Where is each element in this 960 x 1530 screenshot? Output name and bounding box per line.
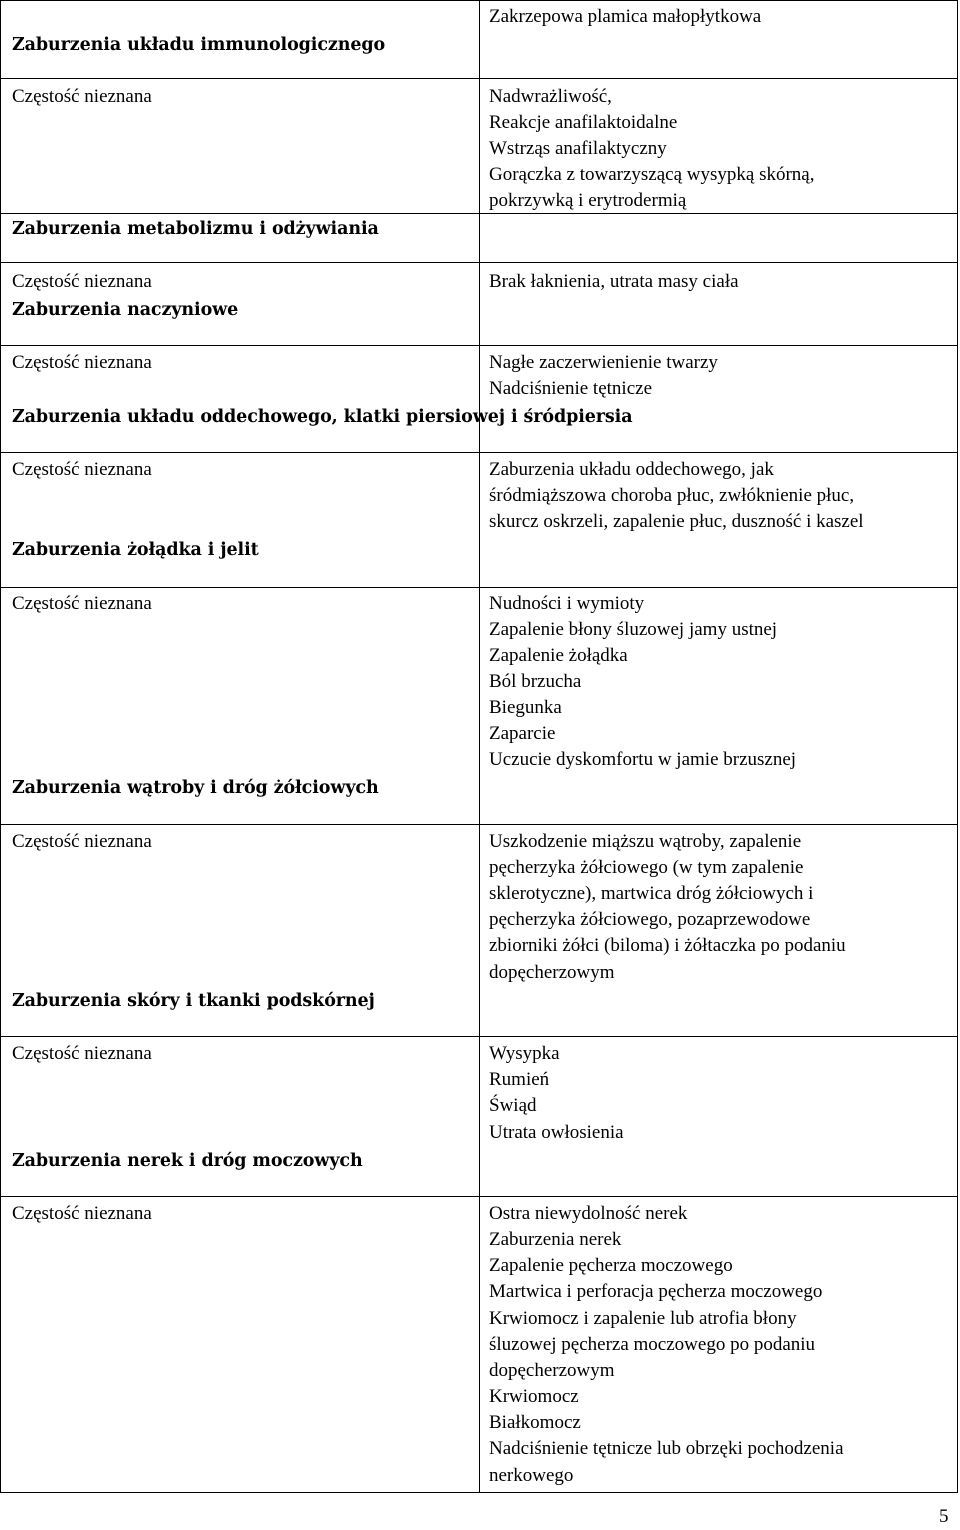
effect-line: pęcherzyka żółciowego, pozaprzewodowe xyxy=(489,909,811,930)
table-right-border xyxy=(957,0,958,1493)
frequency-label: Częstość nieznana xyxy=(12,271,152,292)
effect-line: Krwiomocz i zapalenie lub atrofia błony xyxy=(489,1308,797,1329)
effect-line: dopęcherzowym xyxy=(489,1360,615,1381)
row-separator xyxy=(0,78,958,79)
effect-line: Brak łaknienia, utrata masy ciała xyxy=(489,271,739,292)
effect-line: skurcz oskrzeli, zapalenie płuc, duszność i kaszel xyxy=(489,511,864,532)
effect-line: Krwiomocz xyxy=(489,1386,579,1407)
row-separator xyxy=(0,452,958,453)
effect-line: Nadciśnienie tętnicze xyxy=(489,378,653,399)
effect-line: Biegunka xyxy=(489,697,562,718)
column-divider xyxy=(479,0,480,1493)
effect-line: Uczucie dyskomfortu w jamie brzusznej xyxy=(489,749,797,770)
effect-line: Zapalenie żołądka xyxy=(489,645,628,666)
effect-line: nerkowego xyxy=(489,1465,574,1486)
table-bottom-border xyxy=(0,1492,958,1493)
effect-line: Zaburzenia nerek xyxy=(489,1229,622,1250)
effect-line: dopęcherzowym xyxy=(489,962,615,983)
effect-line: Uszkodzenie miąższu wątroby, zapalenie xyxy=(489,831,802,852)
section-title: Zaburzenia układu oddechowego, klatki piersiowej i śródpiersia xyxy=(12,407,633,427)
effect-line: Utrata owłosienia xyxy=(489,1122,624,1143)
effect-line: Wysypka xyxy=(489,1043,560,1064)
effect-line: Ostra niewydolność nerek xyxy=(489,1203,688,1224)
frequency-label: Częstość nieznana xyxy=(12,1203,152,1224)
row-separator xyxy=(0,262,958,263)
effect-line: Białkomocz xyxy=(489,1412,581,1433)
section-title: Zaburzenia wątroby i dróg żółciowych xyxy=(12,778,379,798)
frequency-label: Częstość nieznana xyxy=(12,831,152,852)
effect-line: pokrzywką i erytrodermią xyxy=(489,190,687,211)
table-top-border xyxy=(0,0,958,1)
page-number: 5 xyxy=(939,1506,949,1527)
frequency-label: Częstość nieznana xyxy=(12,459,152,480)
effect-line: Nagłe zaczerwienienie twarzy xyxy=(489,352,718,373)
effect-line: śródmiąższowa choroba płuc, zwłóknienie płuc, xyxy=(489,485,855,506)
effect-line: zbiorniki żółci (biloma) i żółtaczka po podaniu xyxy=(489,935,846,956)
row-separator xyxy=(0,213,958,214)
effect-line: pęcherzyka żółciowego (w tym zapalenie xyxy=(489,857,804,878)
effect-line: Zaburzenia układu oddechowego, jak xyxy=(489,459,774,480)
effect-line: Wstrząs anafilaktyczny xyxy=(489,138,667,159)
frequency-label: Częstość nieznana xyxy=(12,593,152,614)
effect-line: Gorączka z towarzyszącą wysypką skórną, xyxy=(489,164,815,185)
effect-line: Zakrzepowa plamica małopłytkowa xyxy=(489,6,762,27)
effect-line: Nudności i wymioty xyxy=(489,593,645,614)
frequency-label: Częstość nieznana xyxy=(12,1043,152,1064)
section-title: Zaburzenia żołądka i jelit xyxy=(12,540,259,560)
section-title: Zaburzenia nerek i dróg moczowych xyxy=(12,1151,363,1171)
effect-line: Nadwrażliwość, xyxy=(489,86,612,107)
section-title: Zaburzenia układu immunologicznego xyxy=(12,35,386,55)
effect-line: Zaparcie xyxy=(489,723,556,744)
frequency-label: Częstość nieznana xyxy=(12,86,152,107)
effect-line: Rumień xyxy=(489,1069,550,1090)
row-separator xyxy=(0,345,958,346)
effect-line: sklerotyczne), martwica dróg żółciowych i xyxy=(489,883,814,904)
row-separator xyxy=(0,587,958,588)
section-title: Zaburzenia naczyniowe xyxy=(12,300,239,320)
effect-line: śluzowej pęcherza moczowego po podaniu xyxy=(489,1334,816,1355)
row-separator xyxy=(0,1036,958,1037)
effect-line: Reakcje anafilaktoidalne xyxy=(489,112,678,133)
effect-line: Zapalenie pęcherza moczowego xyxy=(489,1255,733,1276)
effect-line: Zapalenie błony śluzowej jamy ustnej xyxy=(489,619,778,640)
section-title: Zaburzenia metabolizmu i odżywiania xyxy=(12,219,379,239)
effect-line: Nadciśnienie tętnicze lub obrzęki pochodzenia xyxy=(489,1438,844,1459)
table-left-border xyxy=(0,0,1,1493)
row-separator xyxy=(0,1196,958,1197)
effect-line: Świąd xyxy=(489,1095,537,1116)
effect-line: Ból brzucha xyxy=(489,671,582,692)
frequency-label: Częstość nieznana xyxy=(12,352,152,373)
effect-line: Martwica i perforacja pęcherza moczowego xyxy=(489,1281,823,1302)
section-title: Zaburzenia skóry i tkanki podskórnej xyxy=(12,991,375,1011)
row-separator xyxy=(0,824,958,825)
